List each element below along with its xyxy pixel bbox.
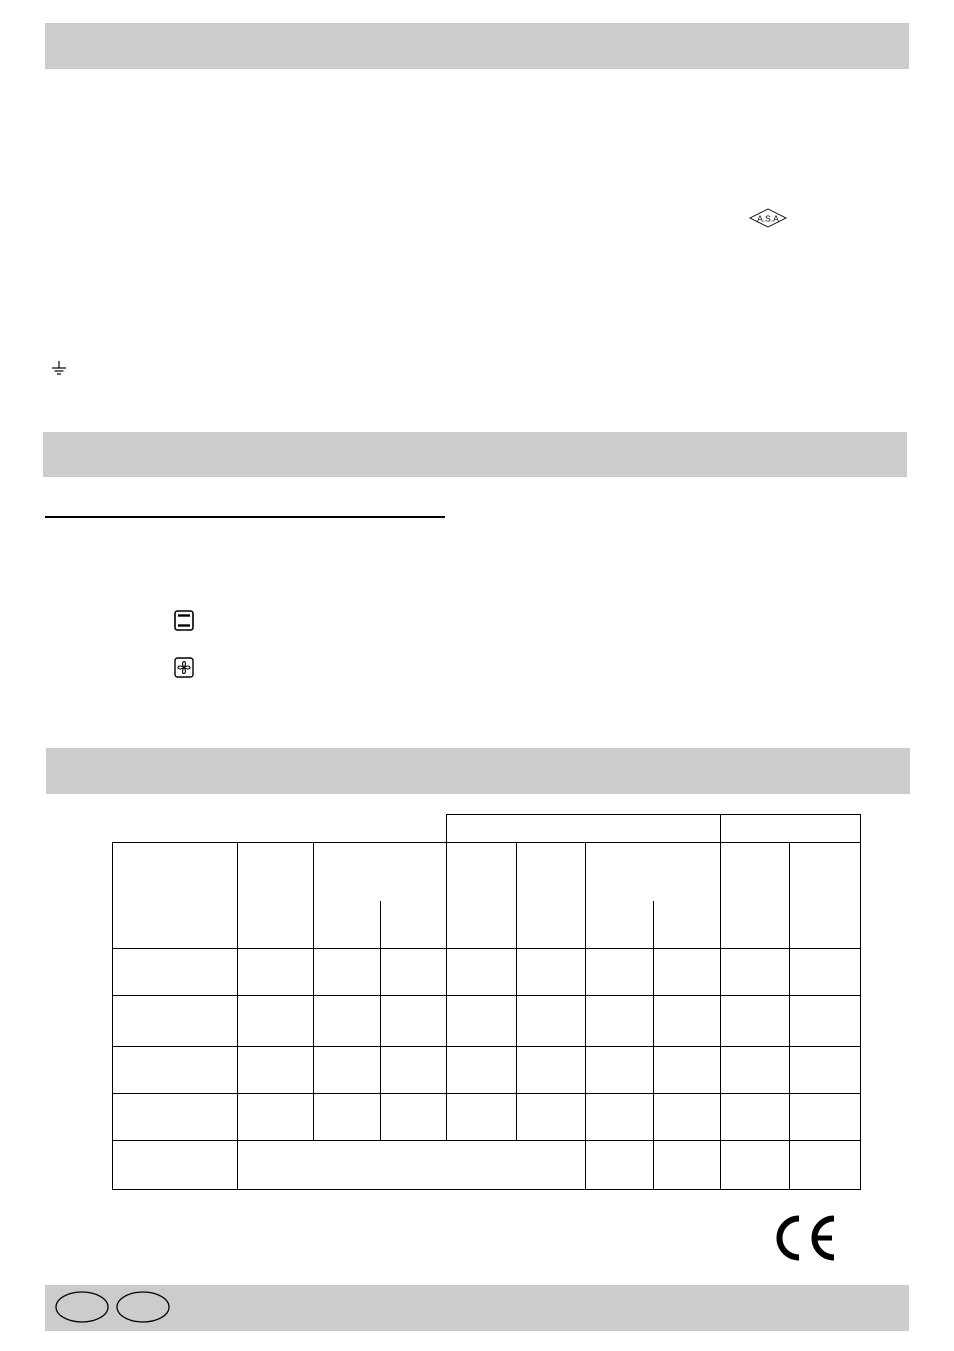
fan-oven-icon: [173, 656, 195, 679]
technical-data-table-grid: [112, 814, 861, 1190]
section-header-band-2: [43, 432, 907, 477]
ce-mark-icon: [770, 1212, 838, 1264]
conventional-oven-icon: [173, 609, 195, 632]
technical-data-table: [112, 814, 861, 1190]
section-underline-rule: [45, 516, 445, 518]
asa-mark-text: A.S.A: [757, 213, 779, 224]
section-header-band-1: [45, 23, 909, 69]
footer-band: [45, 1285, 909, 1331]
footer-country-ovals: [54, 1290, 174, 1324]
asa-diamond-icon: [748, 207, 788, 229]
earth-ground-icon: [50, 360, 68, 378]
country-oval-left: [56, 1292, 108, 1322]
country-oval-right: [117, 1292, 169, 1322]
section-header-band-3: [46, 748, 910, 794]
